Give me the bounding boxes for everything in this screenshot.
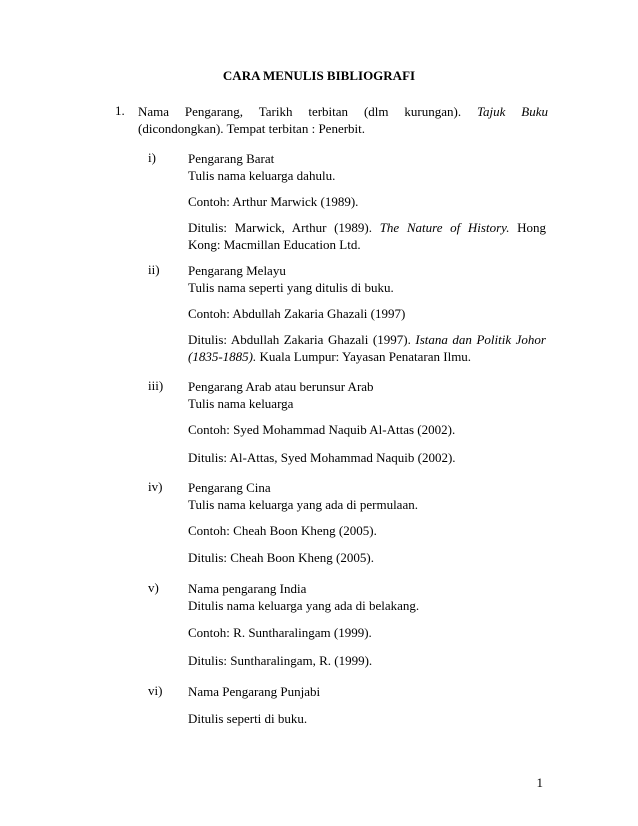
section-written: Ditulis: Cheah Boon Kheng (2005). <box>188 550 374 565</box>
section-numeral: iv) <box>148 479 163 494</box>
section-heading: Pengarang Melayu <box>188 263 286 278</box>
written-text-a: Ditulis: Abdullah Zakaria Ghazali (1997). <box>188 332 416 347</box>
section-numeral: ii) <box>148 262 160 277</box>
item-description <box>138 103 548 137</box>
section-example: Contoh: R. Suntharalingam (1999). <box>188 625 372 640</box>
section-written: Ditulis: Suntharalingam, R. (1999). <box>188 653 373 668</box>
section-heading: Pengarang Cina <box>188 480 271 495</box>
page-number: 1 <box>536 775 543 790</box>
section-heading: Pengarang Arab atau berunsur Arab <box>188 379 374 394</box>
section-rule: Tulis nama keluarga <box>188 396 294 411</box>
page-title: CARA MENULIS BIBLIOGRAFI <box>222 68 416 83</box>
written-text-a: Ditulis: Marwick, Arthur (1989). <box>188 220 380 235</box>
section-written: Ditulis: Al-Attas, Syed Mohammad Naquib (2002). <box>188 450 456 465</box>
section-example: Contoh: Abdullah Zakaria Ghazali (1997) <box>188 306 406 321</box>
section-numeral: v) <box>148 580 159 595</box>
section-rule: Tulis nama keluarga yang ada di permulaan. <box>188 497 418 512</box>
section-rule: Tulis nama seperti yang ditulis di buku. <box>188 280 394 295</box>
item-number: 1. <box>115 103 125 118</box>
section-example: Contoh: Syed Mohammad Naquib Al-Attas (2002). <box>188 422 456 437</box>
section-numeral: vi) <box>148 683 163 698</box>
item-text-italic: Tajuk Buku <box>476 104 548 119</box>
section-heading: Nama Pengarang Punjabi <box>188 684 321 699</box>
section-written <box>188 219 546 253</box>
item-text-a: Nama Pengarang, Tarikh terbitan (dlm kurungan). <box>138 104 477 119</box>
section-example: Contoh: Cheah Boon Kheng (2005). <box>188 523 377 538</box>
section-example: Contoh: Arthur Marwick (1989). <box>188 194 359 209</box>
item-text-b: (dicondongkan). Tempat terbitan : Penerbit. <box>138 121 366 136</box>
section-numeral: iii) <box>148 378 164 393</box>
section-written: Ditulis seperti di buku. <box>188 711 308 726</box>
written-text-italic: Istana dan Politik Johor (1835-1885). <box>188 332 546 364</box>
written-text-italic: The Nature of History. <box>379 220 510 235</box>
section-rule: Ditulis nama keluarga yang ada di belakang. <box>188 598 420 613</box>
section-rule: Tulis nama keluarga dahulu. <box>188 168 336 183</box>
section-written <box>188 331 546 365</box>
section-heading: Pengarang Barat <box>188 151 275 166</box>
section-numeral: i) <box>148 150 156 165</box>
written-text-b: Kuala Lumpur: Yayasan Penataran Ilmu. <box>256 349 472 364</box>
section-heading: Nama pengarang India <box>188 581 307 596</box>
written-text-b: Hong Kong: Macmillan Education Ltd. <box>188 220 547 252</box>
